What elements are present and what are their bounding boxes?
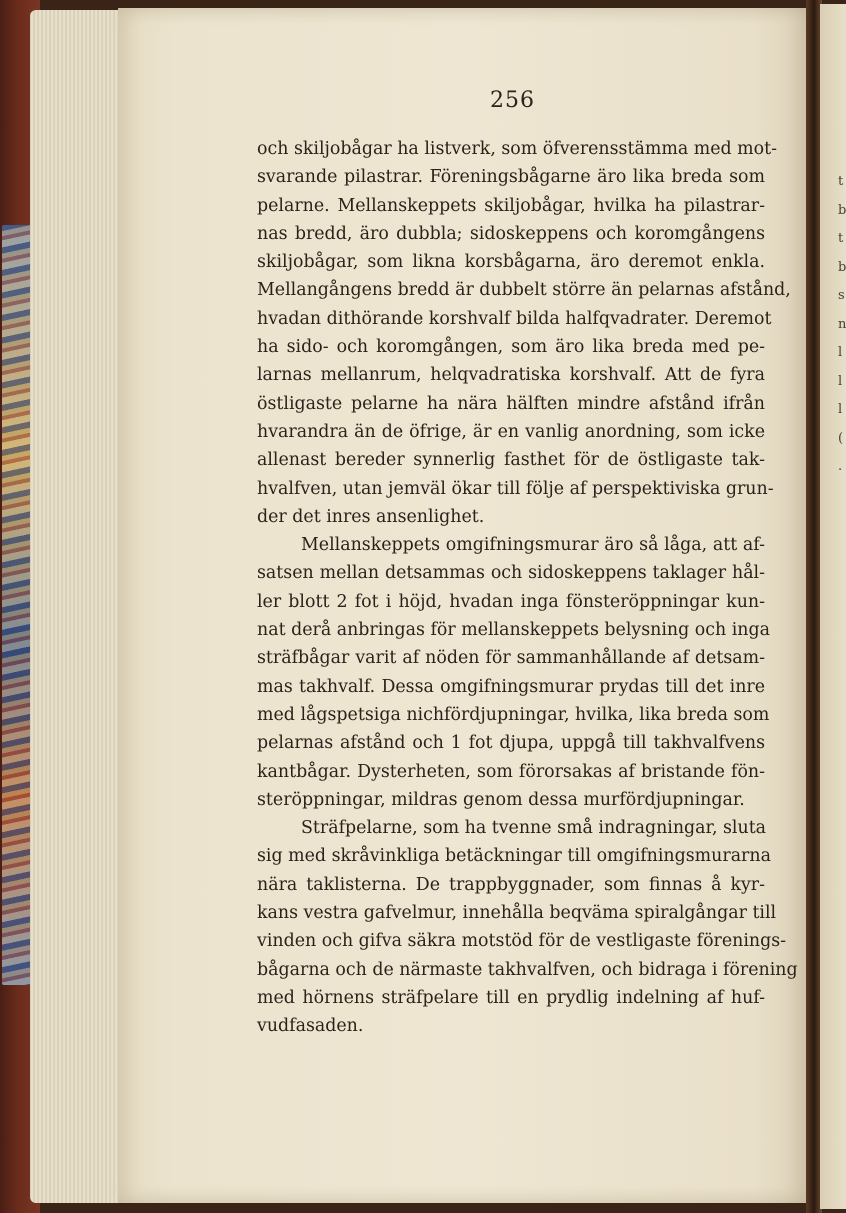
marbled-endpaper	[2, 225, 32, 985]
text-line: Sträfpelarne, som ha tvenne små indragningar, sluta	[301, 818, 767, 839]
text-line: larnas mellanrum, helqvadratiska korshvalf. Att de fyra	[257, 365, 765, 386]
text-line: Mellanskeppets omgifningsmurar äro så låga, att af-	[301, 535, 765, 556]
facing-page-letter: b	[838, 259, 846, 275]
text-line: der det inres ansenlighet.	[257, 506, 485, 527]
page-number: 256	[490, 88, 535, 113]
facing-page-letter: (	[838, 430, 844, 446]
facing-page-letter: n	[838, 316, 846, 332]
text-line: med hörnens sträfpelare till en prydlig indelning af huf-	[257, 987, 765, 1008]
text-line: kantbågar. Dysterheten, som förorsakas af bristande fön-	[257, 761, 765, 782]
text-line: ha sido- och koromgången, som äro lika breda med pe-	[257, 337, 765, 358]
facing-page-letter: b	[838, 202, 846, 218]
text-line: hvadan dithörande korshvalf bilda halfqvadrater. Deremot	[257, 308, 772, 329]
facing-page-letter: s	[838, 288, 845, 303]
facing-page-letter: l	[838, 373, 843, 389]
text-line: nära taklisterna. De trappbyggnader, som finnas å kyr-	[257, 874, 765, 895]
text-line: svarande pilastrar. Föreningsbågarne äro lika breda som	[257, 167, 765, 188]
text-line: satsen mellan detsammas och sidoskeppens taklager hål-	[257, 563, 765, 584]
text-line: kans vestra gafvelmur, innehålla beqväma spiralgångar till	[257, 903, 777, 924]
facing-page-letter: t	[838, 174, 844, 189]
text-line: bågarna och de närmaste takhvalfven, och bidraga i förening	[257, 959, 798, 980]
text-line: ler blott 2 fot i höjd, hvadan inga fönsteröppningar kun-	[257, 591, 765, 612]
text-line: och skiljobågar ha listverk, som öfverensstämma med mot-	[257, 139, 777, 159]
text-line: vudfasaden.	[257, 1016, 364, 1037]
page-stack-edge	[30, 10, 130, 1203]
text-line: hvalfven, utan jemväl ökar till följe af perspektiviska grun-	[257, 478, 774, 499]
facing-page-letter: .	[838, 459, 843, 474]
text-line: nat derå anbringas för mellanskeppets belysning och inga	[257, 620, 770, 641]
facing-page-letter: l	[838, 345, 843, 360]
facing-page-letter: t	[838, 231, 844, 246]
text-line: pelarnas afstånd och 1 fot djupa, uppgå till takhvalfvens	[257, 733, 765, 754]
text-line: mas takhvalf. Dessa omgifningsmurar prydas till det inre	[257, 676, 765, 697]
text-line: sträfbågar varit af nöden för sammanhållande af detsam-	[257, 648, 765, 669]
text-line: pelarne. Mellanskeppets skiljobågar, hvilka ha pilastrar-	[257, 195, 765, 216]
text-line: steröppningar, mildras genom dessa murfördjupningar.	[257, 789, 745, 810]
facing-page-letter: l	[838, 402, 843, 417]
text-line: Mellangångens bredd är dubbelt större än pelarnas afstånd,	[257, 280, 791, 301]
facing-page-letters	[838, 168, 846, 482]
text-line: skiljobågar, som likna korsbågarna, äro deremot enkla.	[257, 252, 765, 273]
text-line: sig med skråvinkliga betäckningar till omgifningsmurarna	[257, 846, 771, 867]
text-line: hvarandra än de öfrige, är en vanlig anordning, som icke	[257, 421, 765, 442]
text-line: med lågspetsiga nichfördjupningar, hvilka, lika breda som	[257, 704, 770, 725]
text-line: allenast bereder synnerlig fasthet för de östligaste tak-	[257, 450, 765, 471]
text-line: vinden och gifva säkra motstöd för de vestligaste förenings-	[257, 931, 787, 952]
body-text	[257, 135, 798, 1041]
text-line: nas bredd, äro dubbla; sidoskeppens och koromgångens	[257, 223, 765, 244]
text-line: östligaste pelarne ha nära hälften mindre afstånd ifrån	[257, 393, 765, 414]
